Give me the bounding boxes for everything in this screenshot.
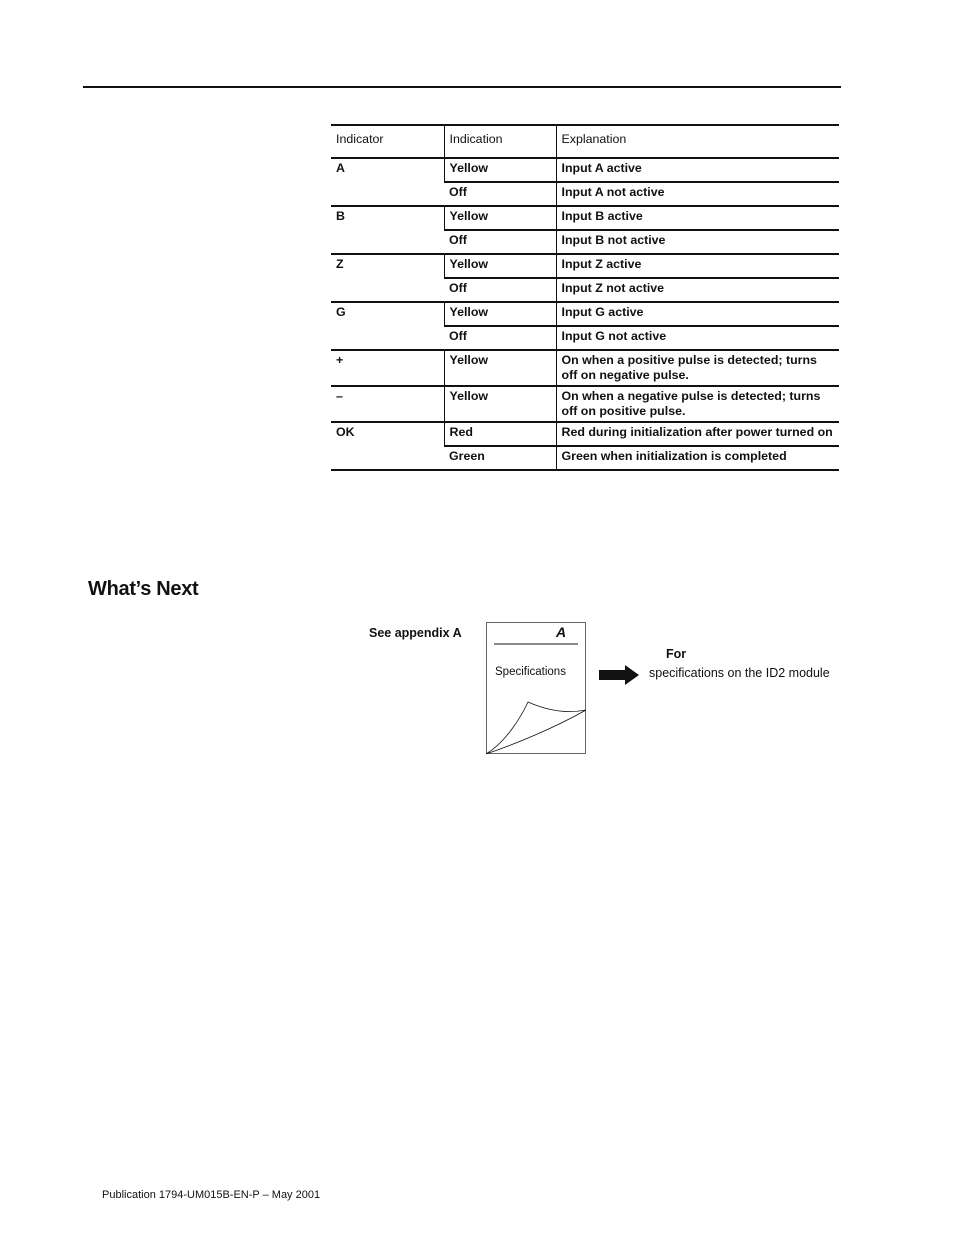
top-rule xyxy=(83,86,841,88)
explanation-cell: Input A active xyxy=(556,158,839,182)
table-row xyxy=(331,386,839,422)
indication-cell: Yellow xyxy=(444,206,556,230)
arrow-right-icon xyxy=(599,665,639,685)
document-title: Specifications xyxy=(495,666,566,678)
indicator-cell: Z xyxy=(331,254,444,302)
explanation-cell: Red during initialization after power turned on xyxy=(556,422,839,446)
indication-cell: Red xyxy=(444,422,556,446)
table-row xyxy=(331,254,839,278)
explanation-cell: Input Z active xyxy=(556,254,839,278)
indicator-cell: B xyxy=(331,206,444,254)
explanation-cell: Input G not active xyxy=(556,326,839,350)
header-indicator: Indicator xyxy=(331,125,444,158)
indication-cell: Off xyxy=(444,230,556,254)
explanation-cell: Input B not active xyxy=(556,230,839,254)
indicator-cell: – xyxy=(331,386,444,422)
indicator-table xyxy=(331,124,839,471)
table-header-row xyxy=(331,125,839,158)
table-row xyxy=(331,422,839,446)
section-heading: What’s Next xyxy=(88,578,199,600)
indication-cell: Yellow xyxy=(444,158,556,182)
header-explanation: Explanation xyxy=(556,125,839,158)
indication-cell: Yellow xyxy=(444,386,556,422)
indication-cell: Yellow xyxy=(444,350,556,386)
explanation-cell: On when a positive pulse is detected; turns off on negative pulse. xyxy=(556,350,839,386)
explanation-cell: Input A not active xyxy=(556,182,839,206)
indicator-cell: + xyxy=(331,350,444,386)
indication-cell: Off xyxy=(444,278,556,302)
document-page-icon xyxy=(486,622,586,754)
explanation-cell: Input Z not active xyxy=(556,278,839,302)
document-letter: A xyxy=(556,624,567,640)
header-indication: Indication xyxy=(444,125,556,158)
indicator-cell: G xyxy=(331,302,444,350)
for-text: specifications on the ID2 module xyxy=(649,666,830,680)
see-appendix-label: See appendix A xyxy=(369,626,462,640)
indication-cell: Off xyxy=(444,326,556,350)
indication-cell: Yellow xyxy=(444,254,556,278)
table-row xyxy=(331,302,839,326)
explanation-cell: Green when initialization is completed xyxy=(556,446,839,470)
explanation-cell: Input B active xyxy=(556,206,839,230)
footer-publication: Publication 1794-UM015B-EN-P – May 2001 xyxy=(102,1189,321,1201)
for-label: For xyxy=(666,647,687,661)
table-row xyxy=(331,206,839,230)
indicator-cell: OK xyxy=(331,422,444,470)
indication-cell: Off xyxy=(444,182,556,206)
table-row xyxy=(331,350,839,386)
indication-cell: Yellow xyxy=(444,302,556,326)
table-body xyxy=(331,158,839,470)
indicator-cell: A xyxy=(331,158,444,206)
table-row xyxy=(331,158,839,182)
explanation-cell: On when a negative pulse is detected; turns off on positive pulse. xyxy=(556,386,839,422)
explanation-cell: Input G active xyxy=(556,302,839,326)
indication-cell: Green xyxy=(444,446,556,470)
